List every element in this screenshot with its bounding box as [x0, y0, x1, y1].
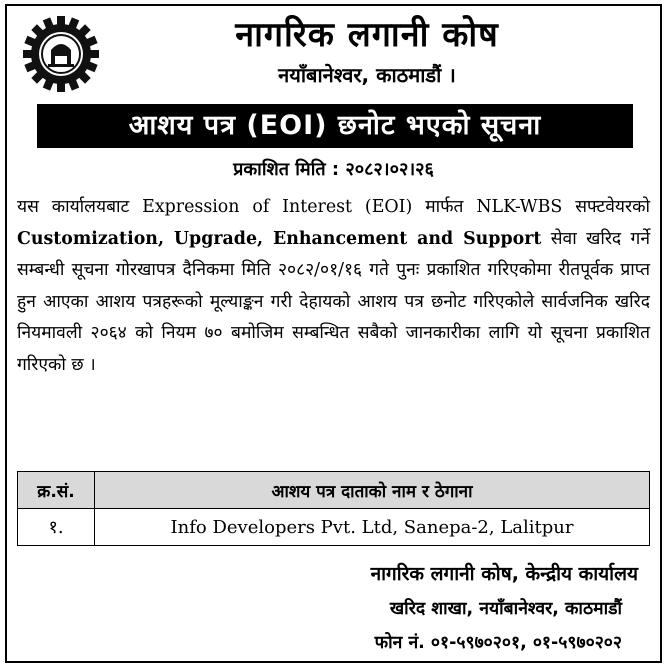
footer-phone: फोन नं. ०१-५९७०२०१, ०१-५९७०२०२: [374, 633, 622, 653]
footer-office: नागरिक लगानी कोष, केन्द्रीय कार्यालय: [370, 563, 638, 585]
body-text-part2: सेवा खरिद गर्ने सम्बन्धी सूचना गोरखापत्र दैनिकमा मिति २०८२/०१/१६ गते पुनः प्रकाशित गरिएकोमा रीतपूर्वक प्राप्त हुन आएका आशय पत्रहरूको मूल्याङ्कन गरी देहायको आशय पत्र छनोट गरिएकोले सार्वजनिक खरिद नियमावली २०६४ को नियम ७० बमोजिम सम्बन्धित सबैको जानकारीका लागि यो सूचना प्रकाशित गरिएको छ ।: [17, 228, 650, 375]
table-row: [18, 509, 650, 546]
cog-emblem-icon: [21, 14, 101, 94]
organization-address: नयाँबानेश्वर, काठमाडौं ।: [278, 63, 456, 87]
cell-serial-number: १.: [18, 509, 95, 546]
selected-eoi-table: [17, 471, 650, 546]
notice-page: [5, 4, 662, 663]
cell-applicant-name-address: Info Developers Pvt. Ltd, Sanepa-2, Lalitpur: [95, 509, 650, 546]
body-bold-service: Customization, Upgrade, Enhancement and Support: [17, 228, 542, 249]
table-header-row: [18, 472, 650, 509]
body-text-part1: यस कार्यालयबाट Expression of Interest (EOI) मार्फत NLK-WBS सफ्टवेयरको: [17, 197, 650, 217]
notice-title-banner: आशय पत्र (EOI) छनोट भएको सूचना: [37, 104, 633, 148]
header-applicant-name-address: आशय पत्र दाताको नाम र ठेगाना: [95, 472, 650, 509]
header-serial-number: क्र.सं.: [18, 472, 95, 509]
notice-body: [17, 192, 650, 381]
footer-section: खरिद शाखा, नयाँबानेश्वर, काठमाडौं: [389, 599, 622, 619]
published-date: प्रकाशित मिति : २०८२।०२।२६: [233, 159, 434, 180]
organization-name: नागरिक लगानी कोष: [235, 15, 499, 55]
